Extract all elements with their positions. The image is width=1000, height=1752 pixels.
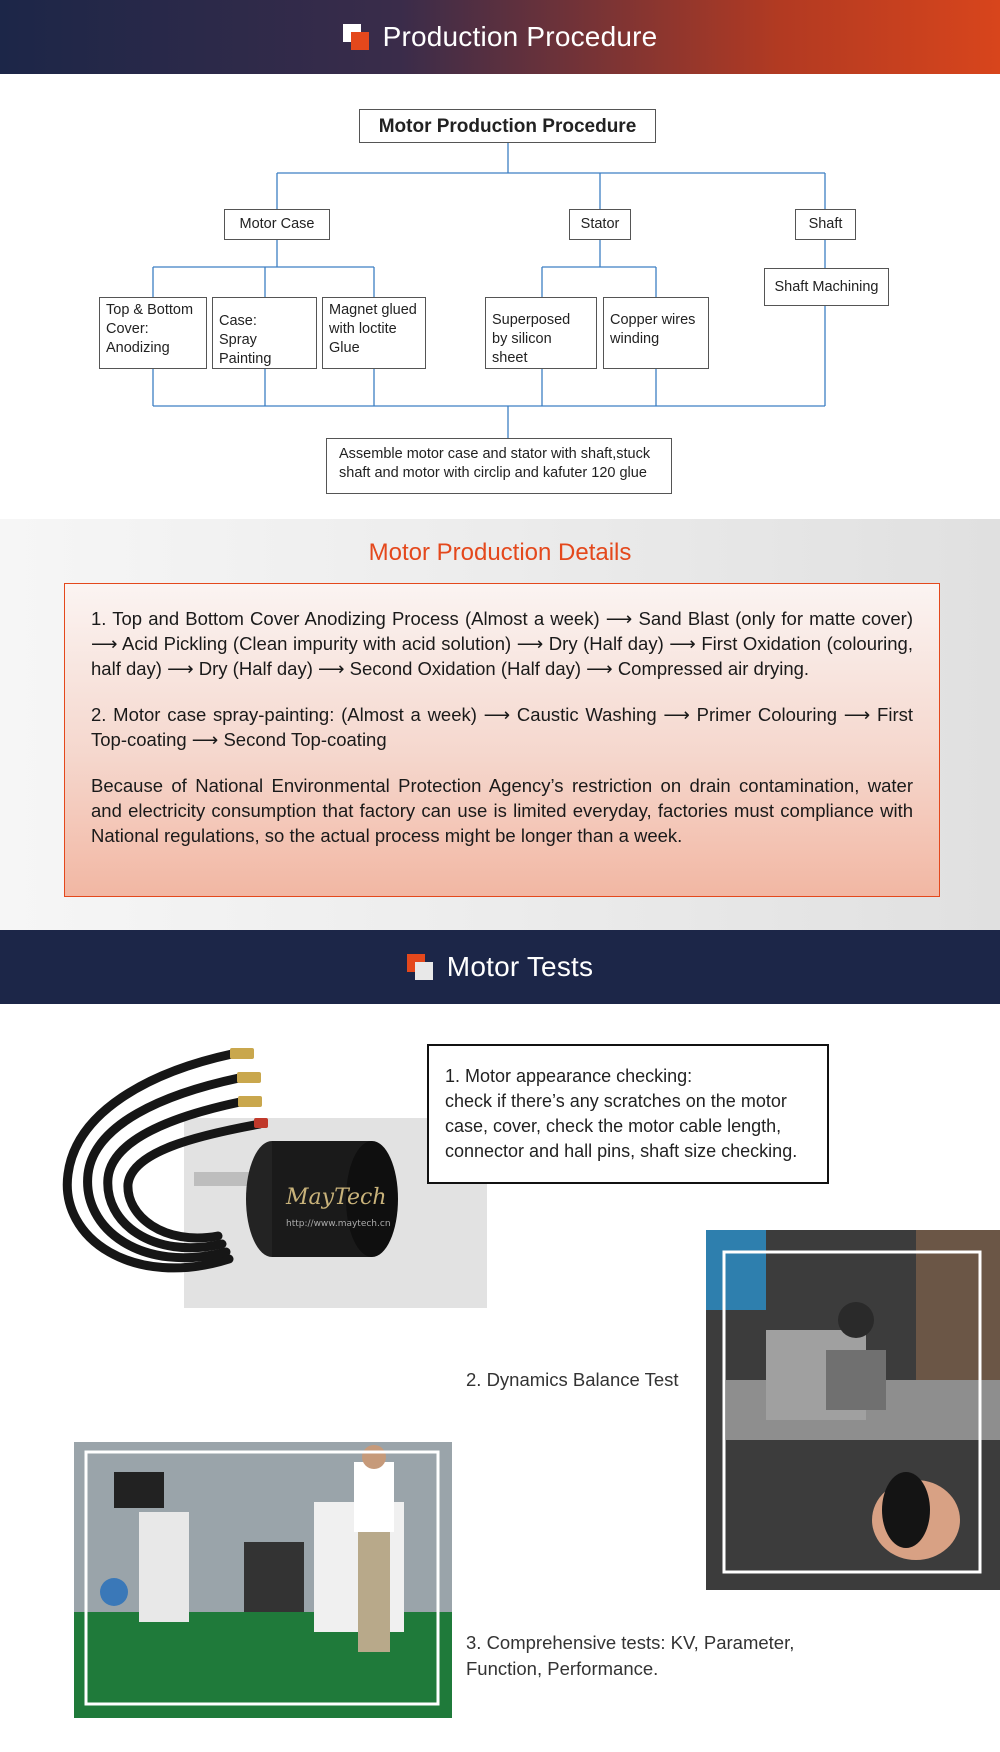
flowchart-spray-painting: Case: Spray Painting: [212, 297, 317, 369]
motor-tests-section: [0, 1004, 1000, 1752]
flowchart-magnet-glue: Magnet glued with loctite Glue: [322, 297, 426, 369]
flowchart-stator: Stator: [569, 209, 631, 240]
production-details-section: [0, 519, 1000, 930]
production-flowchart: [0, 74, 1000, 519]
motor-tests-banner: [0, 930, 1000, 1004]
logo-squares-icon: [343, 24, 371, 50]
details-title: Motor Production Details: [368, 539, 632, 566]
flowchart-anodizing: Top & Bottom Cover: Anodizing: [99, 297, 207, 369]
flowchart-silicon-sheet: Superposed by silicon sheet: [485, 297, 597, 369]
banner-title: Production Procedure: [382, 21, 658, 52]
comprehensive-test-photo: [74, 1442, 452, 1718]
flowchart-shaft-machining: Shaft Machining: [764, 268, 889, 306]
details-paragraph-spray-painting: 2. Motor case spray-painting: (Almost a week) ⟶ Caustic Washing ⟶ Primer Colouring ⟶ First Top-coating ⟶ Second Top-coating: [91, 704, 913, 750]
details-paragraph-regulations: Because of National Environmental Protection Agency’s restriction on drain contamination, water and electricity consumption that factory can use is limited everyday, factories must compliance with National regulations, so the actual process might be longer than a week.: [91, 775, 913, 846]
appearance-check-box: 1. Motor appearance checking: check if there’s any scratches on the motor case, cover, check the motor cable length, connector and hall pins, shaft size checking.: [427, 1044, 829, 1184]
motor-logo-text: MayTech: [286, 1185, 387, 1210]
motor-url-text: http://www.maytech.cn: [286, 1219, 391, 1229]
flowchart-root: Motor Production Procedure: [359, 109, 656, 143]
balance-test-photo: [706, 1230, 1000, 1590]
details-paragraph-anodizing: 1. Top and Bottom Cover Anodizing Process (Almost a week) ⟶ Sand Blast (only for matte cover) ⟶ Acid Pickling (Clean impurity with acid solution) ⟶ Dry (Half day) ⟶ First Oxidation (colouring, half day) ⟶ Dry (Half day) ⟶ Second Oxidation (Half day) ⟶ Compressed air drying.: [91, 608, 913, 679]
flowchart-shaft: Shaft: [795, 209, 856, 240]
production-procedure-banner: [0, 0, 1000, 74]
details-box: [64, 583, 940, 897]
motor-product-image: [54, 1024, 444, 1324]
flowchart-assembly: Assemble motor case and stator with shaft,stuck shaft and motor with circlip and kafuter 120 glue: [326, 438, 672, 494]
flowchart-motor-case: Motor Case: [224, 209, 330, 240]
comprehensive-test-caption: 3. Comprehensive tests: KV, Parameter, Function, Performance.: [466, 1632, 795, 1679]
balance-test-caption: 2. Dynamics Balance Test: [466, 1369, 679, 1390]
flowchart-copper-winding: Copper wires winding: [603, 297, 709, 369]
tests-banner-title: Motor Tests: [446, 951, 594, 982]
motor-connector-icons: [230, 1048, 268, 1128]
logo-squares-icon: [407, 954, 435, 980]
